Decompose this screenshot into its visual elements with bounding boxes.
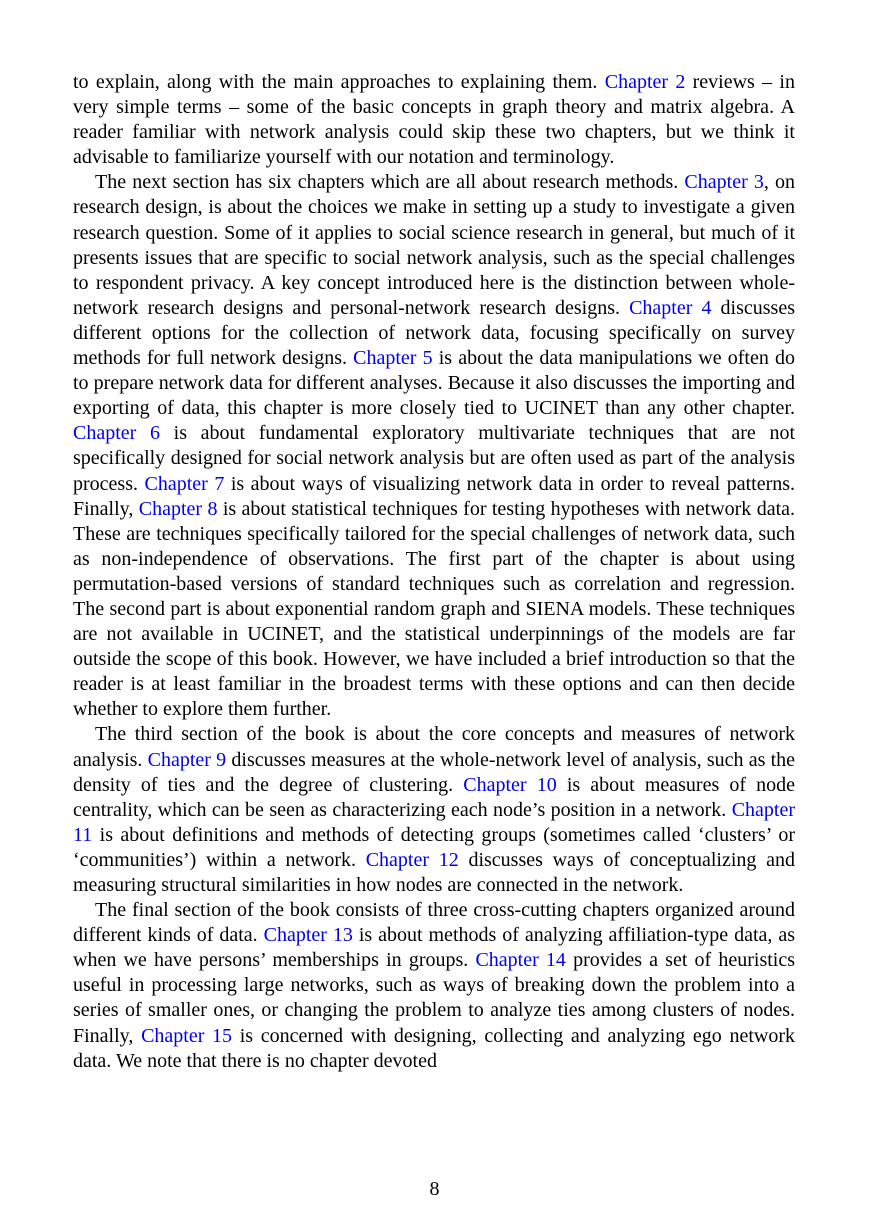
chapter-link[interactable]: Chapter 14 xyxy=(475,949,566,972)
chapter-link[interactable]: Chapter 6 xyxy=(73,422,160,445)
chapter-link[interactable]: Chapter 5 xyxy=(353,347,433,370)
paragraph xyxy=(73,722,795,898)
text-run: is about statistical techniques for testing hypotheses with network data. These are techniques specifically tailored for the special challenges of network data, such as non-independence of observations. The first part of the chapter is about using permutation-based versions of standard techniques such as correlation and regression. The second part is about exponential random graph and SIENA models. These techniques are not available in UCINET, and the statistical underpinnings of the models are far outside the scope of this book. However, we have included a brief introduction so that the reader is at least familiar in the broadest terms with these options and can then decide whether to explore them further. xyxy=(73,497,795,721)
text-run: is about methods of analyzing affiliation-type data, as when we have persons’ memberships in groups. xyxy=(73,924,796,972)
text-run: is about ways of visualizing network data in order to reveal patterns. Finally, xyxy=(73,472,796,520)
chapter-link[interactable]: Chapter 4 xyxy=(629,296,712,319)
chapter-link[interactable]: Chapter 7 xyxy=(144,472,225,495)
chapter-link[interactable]: Chapter 10 xyxy=(463,773,557,796)
text-run: The next section has six chapters which are all about research methods. xyxy=(95,171,685,194)
chapter-link[interactable]: Chapter 9 xyxy=(147,748,227,771)
chapter-link[interactable]: Chapter 2 xyxy=(604,71,686,93)
chapter-link[interactable]: Chapter 3 xyxy=(684,171,764,194)
chapter-link[interactable]: Chapter 11 xyxy=(73,798,795,846)
page-number: 8 xyxy=(429,1178,440,1200)
text-run: discusses ways of conceptualizing and measuring structural similarities in how nodes are connected in the network. xyxy=(73,848,796,896)
text-run: is about the data manipulations we often do to prepare network data for different analyses. Because it also discusses the importing and exporting of data, this chapter is more closely tied to UCINET than any other chapter. xyxy=(73,347,795,420)
text-run: is about measures of node centrality, which can be seen as characterizing each node’s position in a network. xyxy=(73,773,796,821)
text-run: , on research design, is about the choices we make in setting up a study to investigate a given research question. Some of it applies to social science research in general, but much of it presents issues that are specific to social network analysis, such as the special challenges to respondent privacy. A key concept introduced here is the distinction between whole-network research designs and personal-network research designs. xyxy=(73,171,795,319)
paragraph xyxy=(73,898,795,1074)
paragraph xyxy=(73,70,795,170)
text-run: discusses different options for the collection of network data, focusing specifically on survey methods for full network designs. xyxy=(73,296,795,370)
text-run: The final section of the book consists of three cross-cutting chapters organized around different kinds of data. xyxy=(73,899,795,947)
page-body xyxy=(73,70,795,1074)
chapter-link[interactable]: Chapter 13 xyxy=(263,924,353,947)
text-run: is concerned with designing, collecting and analyzing ego network data. We note that there is no chapter devoted xyxy=(73,1024,795,1072)
text-run: The third section of the book is about the core concepts and measures of network analysis. xyxy=(73,723,795,771)
chapter-link[interactable]: Chapter 12 xyxy=(365,848,459,871)
paragraph xyxy=(73,170,795,722)
text-run: is about fundamental exploratory multivariate techniques that are not specifically designed for social network analysis but are often used as part of the analysis process. xyxy=(73,422,796,495)
text-run: discusses measures at the whole-network level of analysis, such as the density of ties and the degree of clustering. xyxy=(73,748,796,796)
text-run: to explain, along with the main approaches to explaining them. xyxy=(73,71,605,93)
text-run: is about definitions and methods of detecting groups (sometimes called ‘clusters’ or ‘communities’) within a network. xyxy=(73,823,795,871)
chapter-link[interactable]: Chapter 8 xyxy=(138,497,218,520)
text-run: provides a set of heuristics useful in processing large networks, such as ways of breaking down the problem into a series of smaller ones, or changing the problem to analyze ties among clusters of nodes. Finally, xyxy=(73,949,796,1047)
text-run: reviews – in very simple terms – some of the basic concepts in graph theory and matrix algebra. A reader familiar with network analysis could skip these two chapters, but we think it advisable to familiarize yourself with our notation and terminology. xyxy=(73,71,795,169)
chapter-link[interactable]: Chapter 15 xyxy=(141,1024,233,1047)
